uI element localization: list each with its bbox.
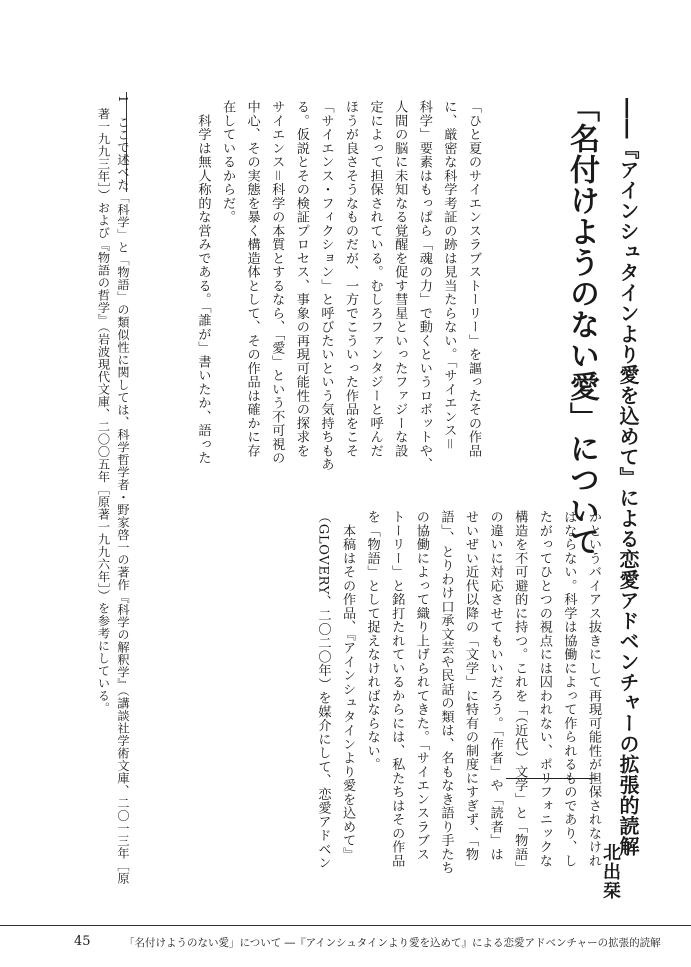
body-text-upper-block <box>190 100 485 471</box>
body-line: る。仮説とその検証プロセス、事象の再現可能性の探求を <box>293 100 309 458</box>
body-line: （GLOVERY、二〇二〇年）を媒介にして、恋愛アドベン <box>315 510 331 870</box>
footnote <box>93 95 132 884</box>
body-line: ほうが良さそうなものだが、一方でこういった作品をこそ <box>343 100 359 458</box>
body-line: 人間の脳に未知なる覚醒を促す彗星といったファジーな設 <box>392 100 408 458</box>
article-subtitle: ――『アインシュタインより愛を込めて』による恋愛アドベンチャーの拡張的読解 <box>616 98 640 857</box>
body-line: の違いに対応させてもいいだろう。「作者」や「読者」は <box>487 510 503 861</box>
body-line: 「サイエンス・フィクション」と呼びたいという気持ちもあ <box>318 100 334 472</box>
body-line: 本稿はその作品、『アインシュタインより愛を込めて』 <box>340 510 356 861</box>
body-line: に、厳密な科学考証の跡は見当たらない。「サイエンス＝ <box>441 100 457 451</box>
body-line: たがってひとつの視点には囚われない、ポリフォニックな <box>536 510 552 868</box>
body-line: 中心、その実態を暴く構造体として、その作品は確かに存 <box>244 100 260 458</box>
body-line: 語」、とりわけ口承文芸や民話の類は、名もなき語り手たち <box>438 510 454 875</box>
footer-divider <box>0 925 691 926</box>
body-line: かというバイアス抜きにして再現可能性が担保されなけれ <box>586 510 601 868</box>
running-title: 「名付けようのない愛」について ―『アインシュタインより愛を込めて』による恋愛アドベンチャーの拡張的読解 <box>124 937 661 949</box>
body-line: 「ひと夏のサイエンスラブストーリー」を謳ったその作品 <box>466 100 481 458</box>
footnote-line: 著一九九三年］）および『物語の哲学』（岩波現代文庫、二〇〇五年［原著一九九六年］）を参考にしている。 <box>96 95 111 715</box>
body-line: 構造を不可避的に持つ。これを「（近代）文学」と「物語」 <box>512 510 528 875</box>
body-line: せいぜい近代以降の「文学」に特有の制度にすぎず、「物 <box>463 510 479 861</box>
footnote-line: 1 ここで述べた「科学」と「物語」の類似性に関しては、科学哲学者・野家啓一の著作『科学の解釈学』（講談社学術文庫、二〇一三年［原 <box>116 95 130 885</box>
body-line: トーリー」と銘打たれているからには、私たちはその作品 <box>389 510 405 868</box>
author-name: 北出栞 <box>600 843 621 900</box>
body-line: 科学」要素はもっぱら「魂の力」で動くというロボットや、 <box>416 100 432 472</box>
body-line: 定によって担保されている。むしろファンタジーと呼んだ <box>367 100 383 458</box>
body-line: を「物語」として捉えなければならない。 <box>364 510 380 772</box>
body-line: 在しているからだ。 <box>220 100 236 224</box>
body-line: ばならない。科学は協働によって作られるものであり、し <box>561 510 577 868</box>
body-line: サイエンス＝科学の本質とするなら、「愛」という不可視の <box>269 100 285 465</box>
body-line: の協働によって織り上げられてきた。「サイエンスラブス <box>413 510 429 861</box>
article-title: 「名付けようのない愛」について <box>564 92 599 557</box>
page-number: 45 <box>74 934 91 949</box>
body-text-lower-block <box>310 510 605 875</box>
body-line: 科学は無人称的な営みである。「誰が」書いたか、語った <box>195 100 211 465</box>
